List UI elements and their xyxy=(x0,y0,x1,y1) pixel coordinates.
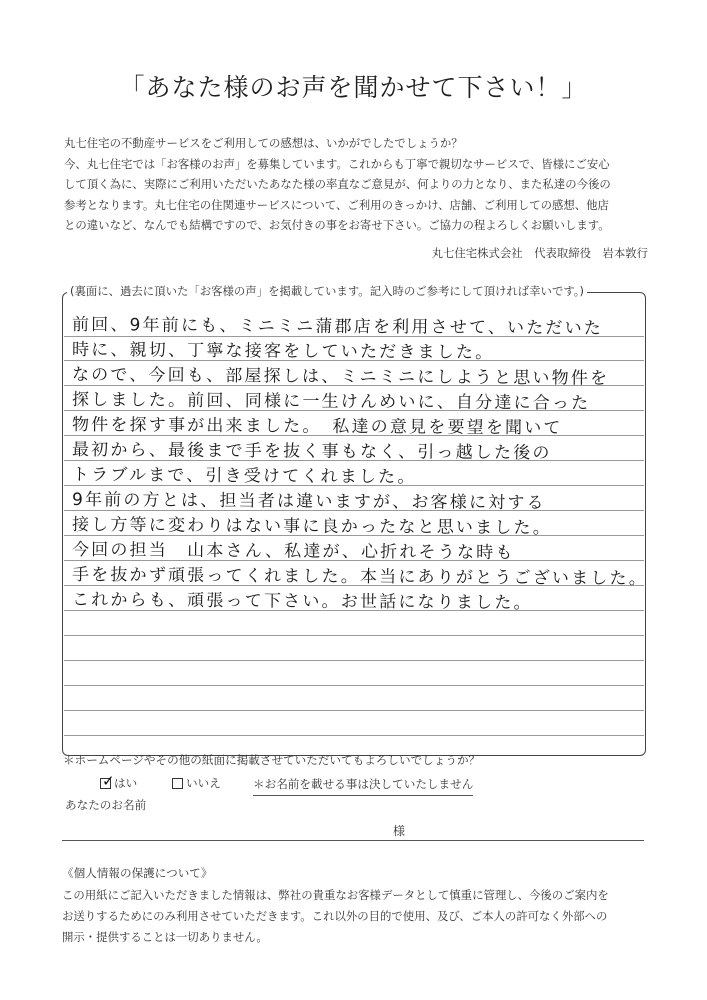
ruled-line xyxy=(64,735,644,736)
intro-line: 丸七住宅の不動産サービスをご利用しての感想は、いかがでしたでしょうか？ xyxy=(64,136,463,150)
no-label: いいえ xyxy=(186,776,221,790)
handwritten-line: 手を抜かず頑張ってくれました。本当にありがとうございました。 xyxy=(71,565,649,590)
handwritten-line: これからも、頑張って下さい。お世話になりました。 xyxy=(71,590,533,614)
privacy-line: この用紙にご記入いただきました情報は、弊社の貴重なお客様データとして慎重に管理し、今後のご案内を xyxy=(62,888,609,902)
ruled-line xyxy=(64,710,644,711)
handwritten-line: 時に、親切、丁寧な接客をしていただきました。 xyxy=(71,340,495,363)
handwritten-line: 最初から、最後まで手を抜く事もなく、引っ越した後の xyxy=(71,440,552,464)
yes-label: はい xyxy=(114,776,138,790)
ruled-line xyxy=(64,635,644,636)
intro-line: 参考となります。丸七住宅の住関連サービスについて、ご利用のきっかけ、店舗、ご利用しての感想、他店 xyxy=(64,197,609,212)
name-privacy-note: ＊お名前を載せる事は決していたしません xyxy=(253,776,473,796)
intro-line: 今、丸七住宅では「お客様のお声」を募集しています。これからも丁寧で親切なサービスで、皆様にご安心 xyxy=(64,156,610,171)
handwritten-line: トラブルまで、引き受けてくれました。 xyxy=(71,465,417,488)
company-signature: 丸七住宅株式会社 代表取締役 岩本敦行 xyxy=(431,246,648,260)
handwritten-line: 接し方等に変わりはない事に良かったなと思いました。 xyxy=(71,515,553,539)
privacy-heading: 《個人情報の保護について》 xyxy=(62,866,213,880)
consent-no-option[interactable] xyxy=(172,775,221,791)
intro-text xyxy=(64,133,664,236)
handwritten-line: 前回、9年前にも、ミニミニ蒲郡店を利用させて、いただいた xyxy=(71,315,604,339)
name-underline xyxy=(62,840,644,841)
handwritten-line: 9年前の方とは、担当者は違いますが、お客様に対する xyxy=(71,490,546,514)
handwritten-line: 物件を探す事が出来ました。 私達の意見を要望を聞いて xyxy=(71,415,563,439)
handwritten-line: なので、今回も、部屋探しは、ミニミニにしようと思い物件を xyxy=(71,365,610,389)
consent-yes-option[interactable] xyxy=(100,771,138,791)
page-title: 「あなた様のお声を聞かせて下さい！」 xyxy=(119,73,588,102)
name-suffix: 様 xyxy=(393,824,406,838)
consent-question: ＊ホームページやその他の紙面に掲載させていただいてもよろしいでしょうか？ xyxy=(63,753,481,767)
privacy-line: 開示・提供することは一切ありません。 xyxy=(62,930,268,944)
name-label: あなたのお名前 xyxy=(65,798,147,812)
check-icon: ✓ xyxy=(102,771,115,790)
yes-checkbox[interactable] xyxy=(100,771,115,790)
comment-box-caption: (裏面に、過去に頂いた「お客様の声」を掲載しています。記入時のご参考にして頂ければ幸いです。) xyxy=(67,283,587,299)
intro-line: との違いなど、なんでも結構ですので、お気付きの事をお寄せ下さい。ご協力の程よろしくお願いします。 xyxy=(64,218,610,233)
privacy-text xyxy=(62,885,672,948)
handwritten-line: 探しました。前回、同様に一生けんめいに、自分達に合った xyxy=(71,390,591,414)
ruled-line xyxy=(64,685,644,686)
ruled-line xyxy=(64,660,644,661)
privacy-line: お送りするためにのみ利用させていただきます。これ以外の目的で使用、及び、ご本人の許可なく外部への xyxy=(62,909,608,923)
no-checkbox[interactable] xyxy=(172,778,183,789)
handwritten-line: 今回の担当 山本さん、私達が、心折れそうな時も xyxy=(71,540,515,564)
intro-line: して頂く為に、実際にご利用いただいたあなた様の率直なご意見が、何よりの力となり、また私達の今後の xyxy=(64,177,611,192)
